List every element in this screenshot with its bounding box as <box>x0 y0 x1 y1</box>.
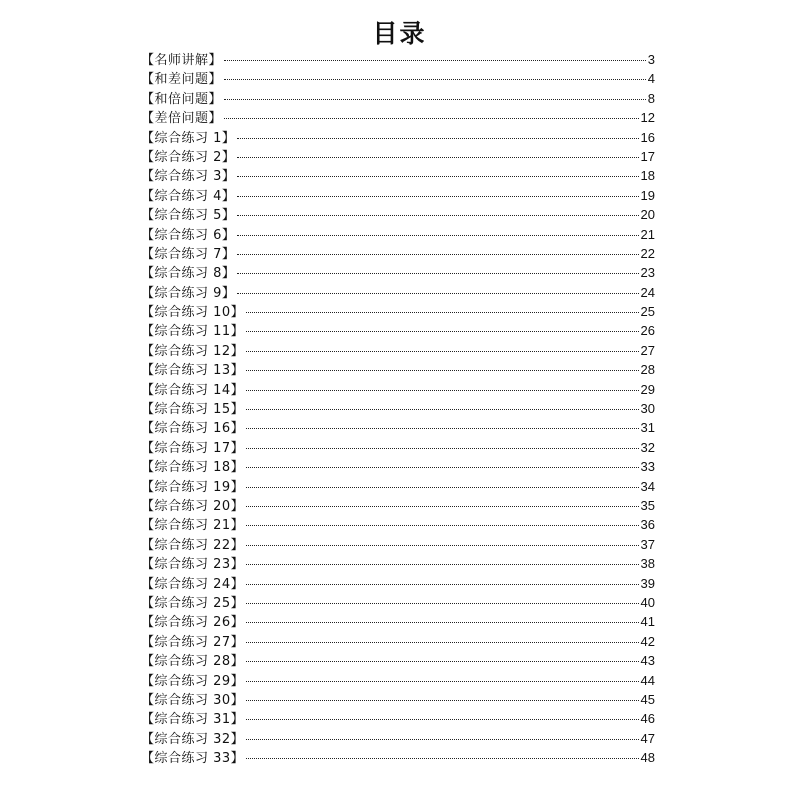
toc-entry[interactable] <box>141 380 655 399</box>
toc-entry[interactable] <box>141 147 655 166</box>
toc-entry[interactable] <box>141 729 655 748</box>
toc-entry-page-number: 33 <box>640 459 655 475</box>
dot-leader <box>246 525 638 526</box>
toc-entry-label: 【综合练习 4】 <box>141 188 236 204</box>
toc-entry-page-number: 19 <box>640 187 655 203</box>
toc-entry-label: 【综合练习 19】 <box>141 479 245 495</box>
dot-leader <box>237 254 638 255</box>
toc-entry-label: 【综合练习 5】 <box>141 208 236 224</box>
toc-entry-page-number: 41 <box>640 614 655 630</box>
toc-entry-label: 【名师讲解】 <box>141 53 223 68</box>
dot-leader <box>246 603 638 604</box>
dot-leader <box>237 138 638 139</box>
toc-entry-page-number: 28 <box>640 362 655 378</box>
toc-entry-label: 【综合练习 22】 <box>141 537 245 553</box>
toc-entry-page-number: 34 <box>640 478 655 494</box>
toc-entry[interactable] <box>141 457 655 476</box>
toc-entry-page-number: 31 <box>640 420 655 436</box>
dot-leader <box>246 758 638 759</box>
toc-entry-page-number: 45 <box>640 691 655 707</box>
toc-entry[interactable] <box>141 418 655 437</box>
toc-entry[interactable] <box>141 554 655 573</box>
dot-leader <box>246 681 638 682</box>
dot-leader <box>246 487 638 488</box>
toc-entry-label: 【综合练习 24】 <box>141 576 245 592</box>
toc-entry[interactable] <box>141 496 655 515</box>
toc-entry-label: 【综合练习 7】 <box>141 246 236 262</box>
dot-leader <box>237 273 638 274</box>
dot-leader <box>246 545 638 546</box>
toc-entry-label: 【综合练习 30】 <box>141 692 245 708</box>
dot-leader <box>224 118 639 119</box>
dot-leader <box>246 564 638 565</box>
toc-entry-label: 【和差问题】 <box>141 72 223 88</box>
dot-leader <box>246 331 638 332</box>
toc-entry[interactable] <box>141 283 655 302</box>
dot-leader <box>237 235 638 236</box>
toc-entry-page-number: 21 <box>640 226 655 242</box>
dot-leader <box>246 390 638 391</box>
toc-entry-page-number: 46 <box>640 711 655 727</box>
toc-entry-label: 【综合练习 31】 <box>141 712 245 728</box>
toc-entry-page-number: 16 <box>640 129 655 145</box>
dot-leader <box>246 351 638 352</box>
toc-entry[interactable] <box>141 593 655 612</box>
toc-entry-page-number: 3 <box>647 52 655 67</box>
toc-entry-page-number: 22 <box>640 245 655 261</box>
dot-leader <box>237 215 638 216</box>
toc-entry-label: 【综合练习 12】 <box>141 343 245 359</box>
toc-entry[interactable] <box>141 709 655 728</box>
toc-entry-page-number: 20 <box>640 207 655 223</box>
toc-entry[interactable] <box>141 651 655 670</box>
toc-entry-page-number: 18 <box>640 168 655 184</box>
toc-entry-label: 【综合练习 26】 <box>141 615 245 631</box>
toc-entry-label: 【综合练习 2】 <box>141 149 236 165</box>
toc-entry[interactable] <box>141 632 655 651</box>
toc-entry-page-number: 29 <box>640 381 655 397</box>
toc-entry-label: 【综合练习 9】 <box>141 285 236 301</box>
dot-leader <box>224 99 646 100</box>
dot-leader <box>246 739 638 740</box>
toc-entry-label: 【和倍问题】 <box>141 91 223 107</box>
dot-leader <box>246 642 638 643</box>
toc-entry-label: 【综合练习 10】 <box>141 305 245 321</box>
toc-entry-label: 【综合练习 27】 <box>141 634 245 650</box>
toc-entry-page-number: 35 <box>640 497 655 513</box>
toc-entry[interactable] <box>141 399 655 418</box>
toc-entry-label: 【综合练习 25】 <box>141 595 245 611</box>
toc-entry[interactable] <box>141 50 655 69</box>
dot-leader <box>237 157 638 158</box>
toc-entry[interactable] <box>141 225 655 244</box>
toc-entry[interactable] <box>141 321 655 340</box>
toc-entry-page-number: 37 <box>640 536 655 552</box>
dot-leader <box>237 176 638 177</box>
toc-entry-page-number: 47 <box>640 730 655 746</box>
toc-entry-label: 【差倍问题】 <box>141 111 223 127</box>
toc-entry[interactable] <box>141 69 655 88</box>
toc-entry-label: 【综合练习 29】 <box>141 673 245 689</box>
toc-entry-label: 【综合练习 1】 <box>141 130 236 146</box>
toc-entry[interactable] <box>141 748 655 767</box>
toc-entry-label: 【综合练习 21】 <box>141 518 245 534</box>
toc-entry-label: 【综合练习 15】 <box>141 402 245 418</box>
toc-entry[interactable] <box>141 612 655 631</box>
toc-entry-page-number: 27 <box>640 342 655 358</box>
toc-entry-label: 【综合练习 14】 <box>141 382 245 398</box>
toc-entry[interactable] <box>141 574 655 593</box>
toc-entry-page-number: 40 <box>640 594 655 610</box>
toc-entry-page-number: 17 <box>640 148 655 164</box>
toc-entry[interactable] <box>141 128 655 147</box>
toc-entry-label: 【综合练习 8】 <box>141 266 236 282</box>
toc-entry[interactable] <box>141 671 655 690</box>
toc-entry[interactable] <box>141 244 655 263</box>
toc-entry-label: 【综合练习 11】 <box>141 324 245 340</box>
toc-entry-page-number: 43 <box>640 653 655 669</box>
toc-entry[interactable] <box>141 341 655 360</box>
dot-leader <box>237 196 638 197</box>
toc-entry[interactable] <box>141 186 655 205</box>
toc-entry-label: 【综合练习 23】 <box>141 557 245 573</box>
toc-entry-page-number: 48 <box>640 750 655 766</box>
toc-entry[interactable] <box>141 89 655 108</box>
toc-entry-page-number: 36 <box>640 517 655 533</box>
toc-entry-label: 【综合练习 6】 <box>141 227 236 243</box>
toc-entry[interactable] <box>141 302 655 321</box>
toc-entry[interactable] <box>141 263 655 282</box>
page-title: 目录 <box>372 19 427 48</box>
toc-list <box>141 50 655 767</box>
dot-leader <box>237 293 638 294</box>
toc-entry[interactable] <box>141 360 655 379</box>
toc-entry[interactable] <box>141 535 655 554</box>
toc-entry-page-number: 26 <box>640 323 655 339</box>
toc-entry-page-number: 12 <box>640 110 655 126</box>
toc-entry-label: 【综合练习 13】 <box>141 363 245 379</box>
toc-entry-label: 【综合练习 17】 <box>141 440 245 456</box>
dot-leader <box>246 428 638 429</box>
dot-leader <box>246 467 638 468</box>
dot-leader <box>246 409 638 410</box>
toc-entry[interactable] <box>141 438 655 457</box>
toc-entry-label: 【综合练习 3】 <box>141 169 236 185</box>
toc-entry[interactable] <box>141 690 655 709</box>
toc-entry-label: 【综合练习 20】 <box>141 498 245 514</box>
dot-leader <box>246 312 638 313</box>
toc-entry-page-number: 39 <box>640 575 655 591</box>
dot-leader <box>246 622 638 623</box>
toc-entry-page-number: 32 <box>640 439 655 455</box>
toc-entry-label: 【综合练习 16】 <box>141 421 245 437</box>
dot-leader <box>246 448 638 449</box>
dot-leader <box>246 370 638 371</box>
toc-entry-label: 【综合练习 33】 <box>141 751 245 767</box>
dot-leader <box>246 719 638 720</box>
toc-entry-label: 【综合练习 18】 <box>141 460 245 476</box>
dot-leader <box>246 506 638 507</box>
toc-entry-page-number: 44 <box>640 672 655 688</box>
toc-entry[interactable] <box>141 108 655 127</box>
dot-leader <box>246 661 638 662</box>
dot-leader <box>224 60 646 61</box>
toc-entry-label: 【综合练习 28】 <box>141 654 245 670</box>
toc-entry-page-number: 24 <box>640 284 655 300</box>
toc-entry-page-number: 38 <box>640 556 655 572</box>
toc-entry-page-number: 25 <box>640 304 655 320</box>
toc-entry-page-number: 23 <box>640 265 655 281</box>
dot-leader <box>246 700 638 701</box>
toc-entry-page-number: 4 <box>647 71 655 87</box>
toc-entry[interactable] <box>141 477 655 496</box>
toc-entry-page-number: 8 <box>647 90 655 106</box>
toc-entry-label: 【综合练习 32】 <box>141 731 245 747</box>
dot-leader <box>224 79 646 80</box>
toc-entry[interactable] <box>141 166 655 185</box>
toc-entry-page-number: 42 <box>640 633 655 649</box>
toc-entry[interactable] <box>141 205 655 224</box>
toc-entry[interactable] <box>141 515 655 534</box>
dot-leader <box>246 584 638 585</box>
toc-entry-page-number: 30 <box>640 401 655 417</box>
